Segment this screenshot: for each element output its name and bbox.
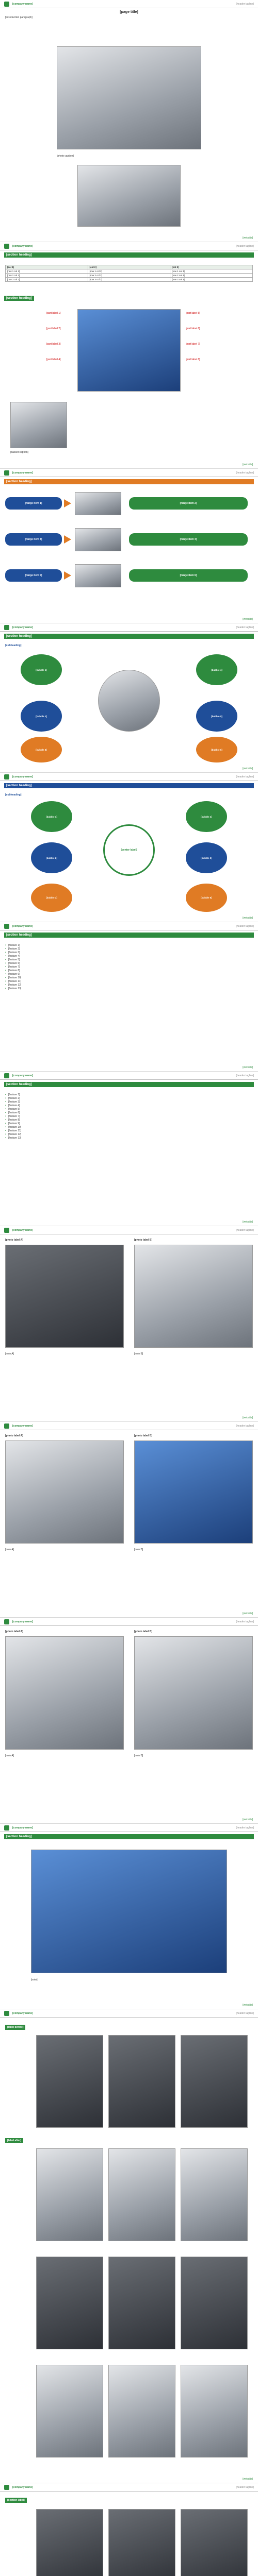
page-header [0,1618,258,1626]
company-name: [company name] [12,244,33,248]
photo [108,2509,175,2576]
part-label: [part label 5] [186,312,200,315]
range-item: [range item 3] [5,533,62,546]
parts-heading: [section heading] [4,296,34,301]
feature-item: • [feature 3] [5,951,253,955]
header-tagline: [header tagline] [236,471,254,474]
page-header [0,773,258,781]
company-logo-icon [4,625,9,630]
feature-item: • [feature 11] [5,980,253,984]
page-header [0,922,258,930]
feature-item: • [feature 4] [5,1104,253,1108]
page-header [0,2483,258,2492]
part-label: [part label 7] [186,343,200,346]
feature-list [5,1093,253,1140]
feature-list [5,944,253,991]
page-header [0,623,258,632]
feature-item: • [feature 7] [5,1115,253,1118]
page-header [0,0,258,8]
company-name: [company name] [12,1620,33,1623]
issue-bubble: [bubble 4] [196,654,237,685]
feature-item: • [feature 5] [5,1108,253,1111]
page-2 [0,242,258,469]
feature-item: • [feature 1] [5,944,253,947]
company-name: [company name] [12,1074,33,1077]
spec-table [5,265,253,282]
photo-note: [note A] [5,1352,14,1355]
header-tagline: [header tagline] [236,1228,254,1232]
company-logo-icon [4,924,9,929]
before-photo [36,2257,103,2349]
company-logo-icon [4,774,9,779]
spec-header: [col 1] [6,265,88,269]
advantage-bubble: [bubble 2] [31,842,72,873]
photo-b [134,1440,253,1544]
footer-site: [website] [243,2478,253,2481]
arrow-right-icon [64,571,71,580]
before-photo [108,2257,175,2349]
feature-item: • [feature 2] [5,1097,253,1100]
section-heading: [section heading] [4,1834,254,1839]
advantage-bubble: [bubble 3] [31,884,72,912]
photo-caption: [photo caption] [57,155,74,158]
header-tagline: [header tagline] [236,1826,254,1829]
advantage-bubble: [bubble 1] [31,801,72,832]
footer-site: [website] [243,236,253,240]
section-heading: [section heading] [4,1082,254,1087]
machine-diagram [77,309,181,392]
spec-cell: [row 3 col 2] [88,278,170,282]
before-photo [108,2035,175,2128]
company-logo-icon [4,244,9,249]
feature-item: • [feature 12] [5,984,253,987]
center-photo [98,670,160,732]
range-item: [range item 6] [129,569,248,582]
page-13 [0,2483,258,2576]
section-label: [section label] [5,2498,27,2503]
after-photo [108,2148,175,2241]
intro-paragraph: [introduction paragraph] [5,16,33,19]
company-name: [company name] [12,924,33,928]
photo-b [134,1636,253,1750]
feature-item: • [feature 1] [5,1093,253,1097]
spec-cell: [row 2 col 2] [88,274,170,278]
feature-item: • [feature 2] [5,947,253,951]
issue-bubble: [bubble 5] [196,701,237,732]
page-6 [0,922,258,1072]
spec-cell: [row 3 col 3] [170,278,253,282]
after-photo [181,2365,248,2458]
photo-label: [photo label A] [5,1630,23,1633]
company-name: [company name] [12,1228,33,1232]
feature-item: • [feature 6] [5,1111,253,1115]
photo-note: [note A] [5,1548,14,1551]
photo-label: [photo label A] [5,1434,23,1437]
label-before: [label before] [5,2025,25,2030]
footer-site: [website] [243,1818,253,1821]
part-label: [part label 2] [46,327,61,330]
photo-b [134,1245,253,1348]
part-label: [part label 6] [186,327,200,330]
after-photo [36,2365,103,2458]
page-5 [0,773,258,922]
part-label: [part label 8] [186,358,200,361]
spec-cell: [row 1 col 3] [170,269,253,274]
basket-photo [10,402,67,448]
advantage-bubble: [bubble 5] [186,842,227,873]
photo [36,2509,103,2576]
feature-item: • [feature 10] [5,1126,253,1129]
photo-a [5,1245,124,1348]
subheading: [subheading] [5,793,22,796]
photo-note: [note B] [134,1754,143,1757]
machine-photo-2 [77,165,181,227]
range-photo [75,492,121,515]
header-tagline: [header tagline] [236,1424,254,1428]
before-photo [181,2035,248,2128]
spec-cell: [row 1 col 1] [6,269,88,274]
header-tagline: [header tagline] [236,924,254,928]
company-logo-icon [4,2485,9,2490]
footer-site: [website] [243,618,253,621]
company-logo-icon [4,1073,9,1078]
feature-item: • [feature 11] [5,1129,253,1133]
page-7 [0,1072,258,1226]
company-name: [company name] [12,2011,33,2015]
photo-note: [note A] [5,1754,14,1757]
basket-caption: [basket caption] [10,451,29,454]
after-photo [181,2148,248,2241]
hmi-screen-photo [31,1850,227,1973]
feature-item: • [feature 12] [5,1133,253,1137]
page-header [0,2009,258,2018]
page-4 [0,623,258,773]
page-1 [0,0,258,242]
feature-item: • [feature 4] [5,955,253,958]
feature-item: • [feature 13] [5,1137,253,1140]
page-10 [0,1618,258,1824]
feature-item: • [feature 8] [5,1118,253,1122]
page-12 [0,2009,258,2483]
header-tagline: [header tagline] [236,2011,254,2015]
photo-label: [photo label B] [134,1630,152,1633]
page-11 [0,1824,258,2009]
feature-item: • [feature 9] [5,1122,253,1126]
section-heading: [section heading] [4,933,254,938]
part-label: [part label 1] [46,312,61,315]
spec-header: [col 3] [170,265,253,269]
before-photo [36,2035,103,2128]
spec-cell: [row 1 col 2] [88,269,170,274]
range-item: [range item 2] [129,497,248,510]
section-heading: [section heading] [4,783,254,788]
footer-site: [website] [243,1066,253,1069]
header-tagline: [header tagline] [236,1620,254,1623]
footer-site: [website] [243,917,253,920]
footer-site: [website] [243,2004,253,2007]
range-photo [75,528,121,551]
range-item: [range item 4] [129,533,248,546]
company-name: [company name] [12,2485,33,2489]
footer-site: [website] [243,1416,253,1419]
issue-bubble: [bubble 3] [21,737,62,762]
photo-label: [photo label A] [5,1239,23,1242]
after-photo [36,2148,103,2241]
company-name: [company name] [12,471,33,474]
company-logo-icon [4,1228,9,1233]
photo-note: [note B] [134,1352,143,1355]
page-3 [0,469,258,623]
company-logo-icon [4,1619,9,1624]
spec-cell: [row 3 col 1] [6,278,88,282]
header-tagline: [header tagline] [236,244,254,248]
company-logo-icon [4,1825,9,1831]
feature-item: • [feature 9] [5,973,253,976]
part-label: [part label 4] [46,358,61,361]
feature-item: • [feature 5] [5,958,253,962]
page-header [0,1072,258,1080]
company-name: [company name] [12,1826,33,1829]
center-bubble: [center label] [103,824,155,876]
photo-label: [photo label B] [134,1434,152,1437]
page-title: [page title] [120,10,138,14]
issue-bubble: [bubble 1] [21,654,62,685]
subheading: [subheading] [5,644,22,647]
header-tagline: [header tagline] [236,1074,254,1077]
feature-item: • [feature 8] [5,969,253,973]
range-item: [range item 1] [5,497,62,510]
after-photo [108,2365,175,2458]
page-header [0,1226,258,1234]
company-name: [company name] [12,1424,33,1428]
label-after: [label after] [5,2138,23,2143]
page-header [0,469,258,477]
spec-cell: [row 2 col 1] [6,274,88,278]
page-header [0,1422,258,1430]
feature-item: • [feature 3] [5,1100,253,1104]
section-heading: [section heading] [4,479,254,484]
photo-note: [note B] [134,1548,143,1551]
footer-site: [website] [243,1612,253,1615]
feature-item: • [feature 13] [5,987,253,991]
section-heading: [section heading] [4,252,254,258]
issue-bubble: [bubble 2] [21,701,62,732]
feature-item: • [feature 6] [5,962,253,965]
advantage-bubble: [bubble 6] [186,884,227,912]
page-9 [0,1422,258,1618]
photo [181,2509,248,2576]
company-name: [company name] [12,625,33,629]
company-logo-icon [4,470,9,476]
photo-label: [photo label B] [134,1239,152,1242]
hmi-note: [note] [31,1978,38,1981]
range-item: [range item 5] [5,569,62,582]
footer-site: [website] [243,1221,253,1224]
company-logo-icon [4,2,9,7]
part-label: [part label 3] [46,343,61,346]
page-8 [0,1226,258,1422]
spec-cell: [row 2 col 3] [170,274,253,278]
arrow-right-icon [64,535,71,544]
feature-item: • [feature 7] [5,965,253,969]
footer-site: [website] [243,767,253,770]
spec-header: [col 2] [88,265,170,269]
company-name: [company name] [12,775,33,778]
feature-item: • [feature 10] [5,976,253,980]
before-photo [181,2257,248,2349]
photo-a [5,1440,124,1544]
arrow-right-icon [64,499,71,507]
company-logo-icon [4,2011,9,2016]
section-heading: [section heading] [4,634,254,639]
range-photo [75,564,121,587]
machine-photo [57,46,201,149]
footer-site: [website] [243,463,253,466]
page-header [0,1824,258,1832]
company-name: [company name] [12,2,33,6]
header-tagline: [header tagline] [236,775,254,778]
page-header [0,242,258,250]
issue-bubble: [bubble 6] [196,737,237,762]
advantage-bubble: [bubble 4] [186,801,227,832]
photo-a [5,1636,124,1750]
company-logo-icon [4,1423,9,1429]
header-tagline: [header tagline] [236,2,254,6]
header-tagline: [header tagline] [236,625,254,629]
header-tagline: [header tagline] [236,2485,254,2489]
